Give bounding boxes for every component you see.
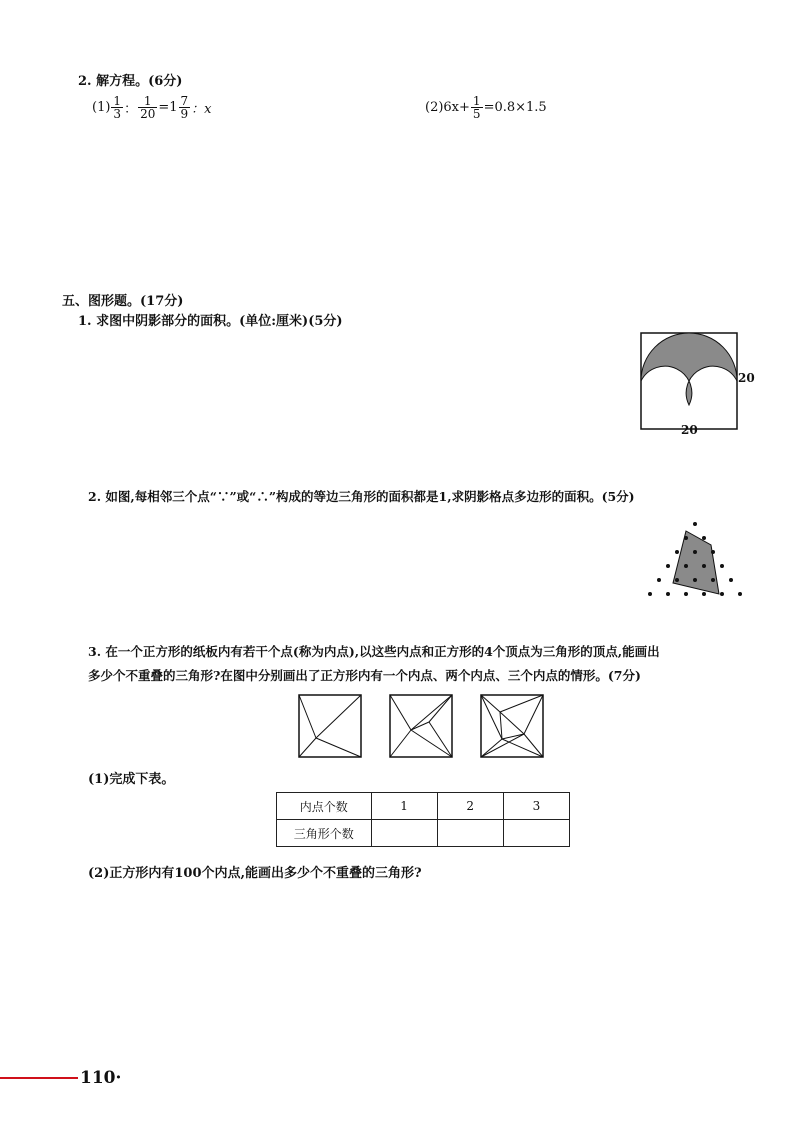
- table-row-label: 三角形个数: [277, 820, 372, 847]
- eq-text: ：x: [191, 102, 212, 117]
- eq-label: (1): [92, 100, 111, 115]
- sub-question-2: (2)正方形内有100个内点,能画出多少个不重叠的三角形?: [88, 866, 422, 881]
- question-text-line-1: 3. 在一个正方形的纸板内有若干个点(称为内点),以这些内点和正方形的4个顶点为三角形的顶点,能画出: [88, 644, 660, 659]
- fraction: $\frac{7}{9}$: [180, 94, 189, 121]
- answer-cell[interactable]: [371, 820, 437, 847]
- equation-2: [425, 95, 547, 120]
- table-header-cell: 1: [371, 793, 437, 820]
- question-text-line-2: 多少个不重叠的三角形?在图中分别画出了正方形内有一个内点、两个内点、三个内点的情形。(7分): [88, 668, 641, 683]
- page-number: 110·: [80, 1068, 122, 1088]
- equation-1: [92, 95, 212, 120]
- table-row: [277, 793, 570, 820]
- section-title: 五、图形题。(17分): [62, 294, 184, 309]
- question-title: 1. 求图中阴影部分的面积。(单位:厘米)(5分): [78, 314, 343, 329]
- fraction: $\frac{1}{5}$: [472, 94, 481, 121]
- square-three-points-figure: [480, 694, 546, 760]
- table-header-cell: 2: [437, 793, 503, 820]
- eq-label: (2)6x+: [425, 100, 470, 115]
- question-title: 2. 如图,每相邻三个点“∵”或“∴”构成的等边三角形的面积都是1,求阴影格点多边形的面积。(5分): [88, 489, 635, 504]
- square-two-points-figure: [389, 694, 455, 760]
- table-header-cell: 内点个数: [277, 793, 372, 820]
- sub-question-1: (1)完成下表。: [88, 772, 175, 787]
- eq-text: =1: [158, 100, 178, 115]
- fraction: $\frac{1}{3}$: [113, 94, 122, 121]
- dimension-label-side: 20: [738, 371, 755, 385]
- eq-text: =0.8×1.5: [483, 100, 547, 115]
- shaded-square-figure: [640, 332, 740, 432]
- answer-cell[interactable]: [503, 820, 569, 847]
- footer-accent-line: [0, 1077, 78, 1079]
- dimension-label-bottom: 20: [681, 423, 698, 437]
- colon: ：: [124, 102, 138, 117]
- answer-table: [276, 792, 570, 847]
- question-title: 2. 解方程。(6分): [78, 74, 183, 89]
- fraction: $\frac{1}{20}$: [140, 94, 156, 121]
- dot-lattice-figure: [648, 520, 748, 600]
- square-one-point-figure: [298, 694, 364, 760]
- answer-cell[interactable]: [437, 820, 503, 847]
- table-header-cell: 3: [503, 793, 569, 820]
- table-row: [277, 820, 570, 847]
